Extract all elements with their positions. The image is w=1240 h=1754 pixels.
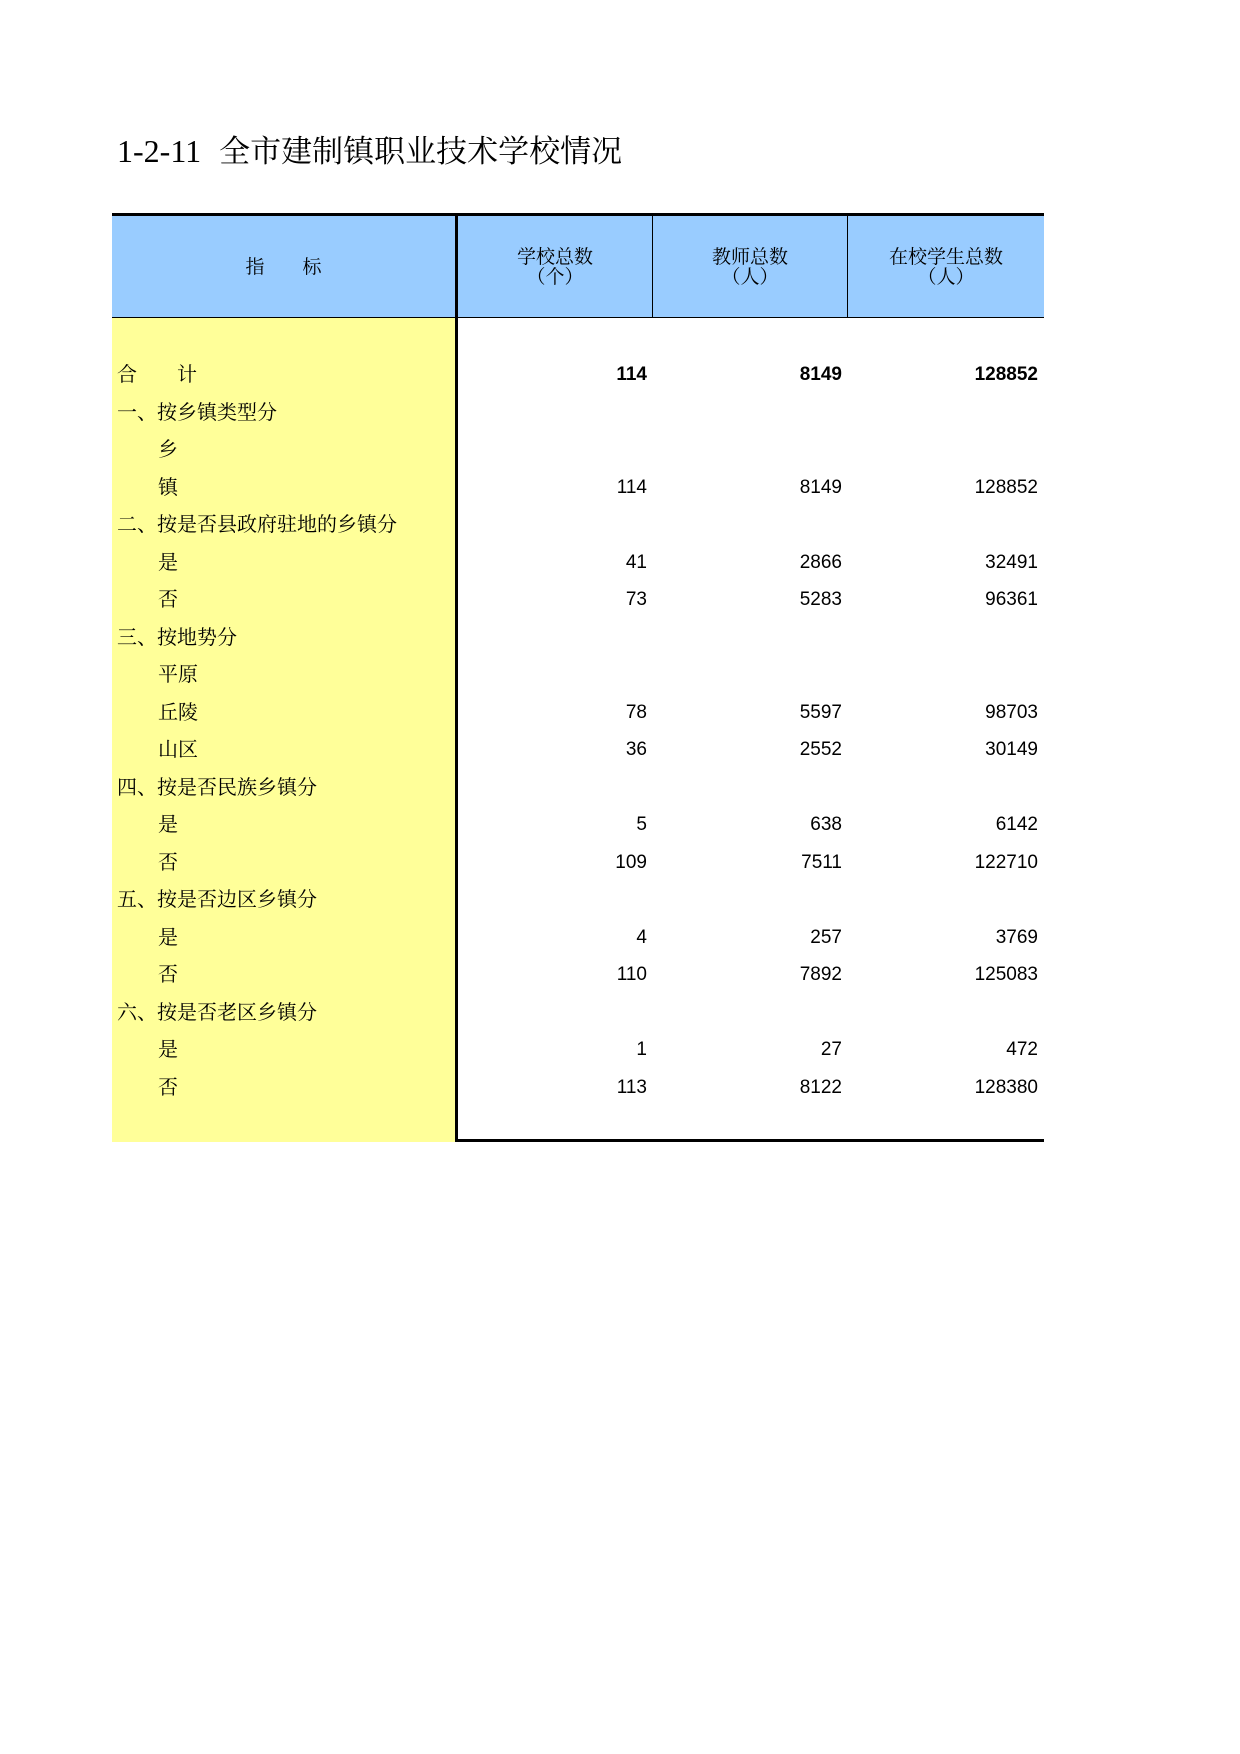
row-label: 合 计 — [117, 362, 197, 386]
row-label: 是 — [158, 549, 178, 574]
table-row — [112, 619, 1044, 657]
table-row — [112, 731, 1044, 769]
cell-teachers: 638 — [810, 814, 842, 835]
cell-schools — [458, 506, 647, 544]
row-label: 是 — [158, 1037, 178, 1061]
cell-students: 122710 — [974, 851, 1038, 873]
cell-teachers — [653, 881, 842, 919]
header-teachers — [653, 216, 848, 317]
table-row — [112, 1031, 1044, 1069]
row-label: 二、按是否县政府驻地的乡镇分 — [117, 512, 397, 536]
cell-students — [848, 619, 1038, 657]
cell-schools — [458, 994, 647, 1032]
cell-teachers: 257 — [810, 926, 842, 948]
cell-teachers: 2866 — [799, 551, 842, 573]
cell-teachers: 5597 — [799, 701, 842, 723]
row-label: 否 — [158, 849, 178, 874]
table-row — [112, 769, 1044, 807]
cell-students: 125083 — [974, 964, 1038, 985]
cell-students: 96361 — [985, 589, 1038, 610]
cell-teachers — [653, 769, 842, 807]
header-schools — [458, 216, 653, 317]
cell-students: 128380 — [974, 1076, 1038, 1098]
table-row — [112, 431, 1044, 469]
row-label: 平原 — [158, 662, 198, 686]
cell-teachers — [653, 394, 842, 432]
cell-schools: 5 — [636, 814, 647, 835]
table-row — [112, 881, 1044, 919]
page-title — [117, 126, 622, 171]
cell-students: 6142 — [995, 814, 1038, 835]
table-header — [112, 216, 1044, 318]
row-label: 五、按是否边区乡镇分 — [117, 887, 317, 911]
table-title: 全市建制镇职业技术学校情况 — [219, 134, 623, 170]
cell-teachers: 7511 — [801, 851, 842, 873]
row-label: 否 — [158, 587, 178, 611]
table-row — [112, 394, 1044, 432]
cell-students: 98703 — [985, 701, 1038, 723]
table-row — [112, 1069, 1044, 1107]
cell-schools — [458, 431, 647, 469]
table-row — [112, 544, 1044, 582]
cell-schools: 73 — [625, 589, 647, 610]
row-label: 是 — [158, 924, 178, 949]
table-row — [112, 956, 1044, 994]
table-row — [112, 356, 1044, 394]
row-label: 否 — [158, 962, 178, 986]
cell-schools — [458, 881, 647, 919]
table-row — [112, 694, 1044, 732]
table-row — [112, 994, 1044, 1032]
cell-schools — [458, 394, 647, 432]
header-teachers-label: 教师总数 — [711, 245, 788, 268]
data-table — [112, 213, 1044, 1142]
cell-students: 128852 — [974, 364, 1038, 385]
cell-teachers: 8149 — [799, 364, 842, 385]
header-students — [848, 216, 1044, 317]
table-row — [112, 844, 1044, 882]
cell-teachers — [653, 994, 842, 1032]
cell-students — [848, 506, 1038, 544]
row-label: 否 — [158, 1074, 178, 1099]
cell-students: 3769 — [995, 926, 1038, 948]
cell-teachers — [653, 619, 842, 657]
table-body — [112, 356, 1044, 1106]
table-row — [112, 506, 1044, 544]
header-students-label: 在校学生总数 — [888, 245, 1003, 268]
cell-schools: 114 — [616, 476, 647, 498]
cell-teachers: 8149 — [799, 476, 842, 498]
header-indicator — [112, 216, 458, 317]
header-teachers-unit: （人） — [721, 265, 779, 288]
table-row — [112, 656, 1044, 694]
row-label: 山区 — [158, 737, 198, 761]
cell-teachers: 8122 — [799, 1076, 842, 1098]
cell-teachers: 7892 — [799, 964, 842, 985]
cell-teachers — [653, 431, 842, 469]
cell-students — [848, 994, 1038, 1032]
header-schools-unit: （个） — [526, 265, 584, 288]
cell-students — [848, 656, 1038, 694]
cell-students: 128852 — [974, 476, 1038, 498]
table-number: 1-2-11 — [117, 133, 202, 169]
row-label: 四、按是否民族乡镇分 — [117, 774, 317, 799]
header-indicator-label: 指 标 — [245, 255, 322, 278]
header-students-unit: （人） — [917, 265, 975, 288]
cell-schools: 109 — [615, 851, 647, 873]
cell-schools: 36 — [625, 739, 647, 760]
cell-teachers: 5283 — [799, 589, 842, 610]
cell-students: 472 — [1006, 1039, 1038, 1060]
cell-schools: 41 — [625, 551, 647, 573]
header-schools-label: 学校总数 — [516, 245, 593, 268]
cell-teachers: 27 — [820, 1039, 842, 1060]
row-label: 丘陵 — [158, 699, 198, 724]
cell-schools: 1 — [636, 1039, 647, 1060]
table-row — [112, 919, 1044, 957]
cell-students — [848, 881, 1038, 919]
cell-students — [848, 431, 1038, 469]
cell-students — [848, 769, 1038, 807]
cell-schools — [458, 619, 647, 657]
cell-schools — [458, 656, 647, 694]
cell-teachers: 2552 — [799, 739, 842, 760]
cell-teachers — [653, 656, 842, 694]
row-label: 是 — [158, 812, 178, 836]
table-row — [112, 581, 1044, 619]
cell-schools: 4 — [636, 926, 647, 948]
cell-students: 30149 — [985, 739, 1038, 760]
cell-students: 32491 — [985, 551, 1038, 573]
cell-schools: 113 — [616, 1076, 647, 1098]
row-label: 一、按乡镇类型分 — [117, 399, 277, 424]
row-label: 镇 — [158, 474, 178, 499]
cell-schools: 110 — [616, 964, 647, 985]
cell-teachers — [653, 506, 842, 544]
row-label: 六、按是否老区乡镇分 — [117, 999, 317, 1024]
cell-schools: 78 — [625, 701, 647, 723]
table-row — [112, 469, 1044, 507]
row-label: 乡 — [158, 437, 178, 461]
row-label: 三、按地势分 — [117, 624, 237, 649]
cell-schools — [458, 769, 647, 807]
cell-students — [848, 394, 1038, 432]
cell-schools: 114 — [616, 364, 647, 385]
table-row — [112, 806, 1044, 844]
